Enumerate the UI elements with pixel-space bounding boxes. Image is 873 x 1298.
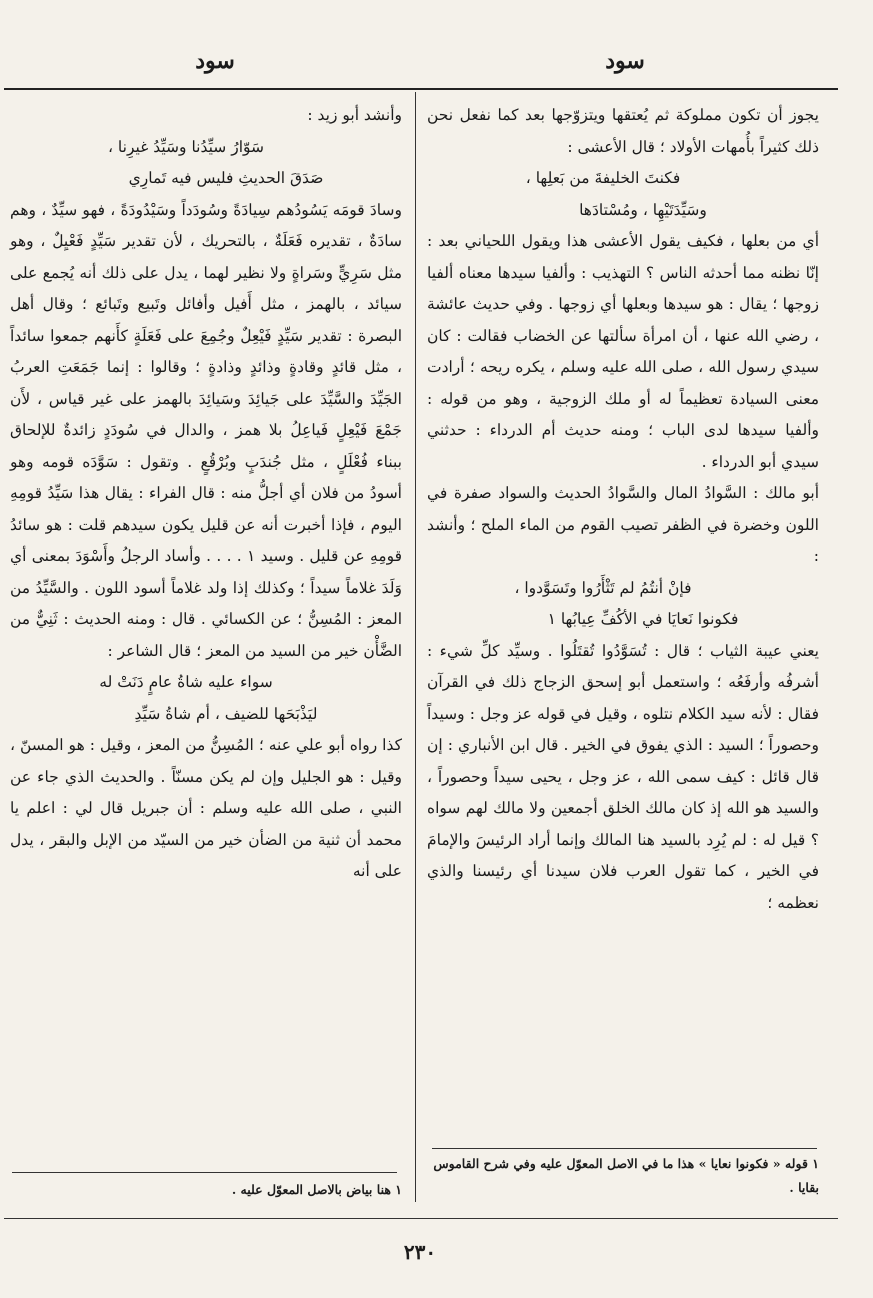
footnote-left: ١ هنا بياض بالاصل المعوّل عليه .: [231, 1182, 402, 1197]
right-verse-2-line-2: فكونوا نَعايَا في الأكُفِّ عِيابُها ١: [547, 610, 739, 628]
left-paragraph-2: كذا رواه أبو علي عنه ؛ المُسِنُّ من المعز ، وقيل : هو المسنّ ، وقيل : هو الجليل وإن لم يكن مسنّاً . والحديث الذي جاء عن النبي ، صلى الله عليه وسلم : أن جبريل قال لي : اعلم يا محمد أن ثنية من الضأن خير من السيّد من الإبل والبقر ، يدل على أنه: [10, 736, 402, 880]
running-header-right: سود: [605, 48, 645, 74]
right-paragraph-3: أبو مالك : السَّوادُ المال والسَّوادُ الحديث والسواد صفرة في اللون وخضرة في الظفر تصيب القوم من الماء الملح ؛ وأنشد :: [427, 484, 819, 565]
right-paragraph-1: يجوز أن تكون مملوكة ثم يُعتقها ويتزوّجها بعد كما نفعل نحن ذلك كثيراً بأُمهات الأولاد ؛ قال الأعشى :: [427, 106, 819, 156]
left-column: [10, 100, 402, 888]
right-column: [427, 100, 819, 919]
right-paragraph-2: أي من بعلها ، فكيف يقول الأعشى هذا ويقول اللحياني بعد : إنّا نظنه مما أحدثه الناس ؟ التهذيب : وألفيا سيدها معناه ألفيا زوجها ؛ يقال : هو سيدها وبعلها أي زوجها . وفي حديث عائشة ، رضي الله عنها ، أن امرأة سألتها عن الخضاب فقالت : كان سيدي رسول الله ، صلى الله عليه وسلم ، يكره ريحه ؛ أرادت معنى السيادة تعظيماً له أو ملك الزوجية ، وهو من قوله : وألفيا سيدها لدى الباب ؛ ومنه حديث أم الدرداء : حدثني سيدي أبو الدرداء .: [427, 232, 819, 471]
running-header-left: سود: [195, 48, 235, 74]
left-verse-1-line-1: سَوّارُ سيِّدُنا وسَيِّدُ غيرِنا ،: [108, 137, 264, 156]
column-divider: [415, 92, 416, 1202]
footnote-right: ١ قوله « فكونوا نعايا » هذا ما في الاصل المعوّل عليه وفي شرح القاموس بقايا .: [433, 1156, 819, 1195]
footer-rule: [4, 1218, 838, 1219]
right-verse-1-line-2: وسَيِّدَتَيْهِا ، ومُسْتادَها: [579, 200, 707, 219]
right-verse-2-line-1: فإنْ أنتُمُ لم تَثْأَرُوا وتَسَوَّدوا ،: [514, 578, 692, 597]
left-paragraph-1: وسادَ قومَه يَسُودُهم سِيادَةً وسُودَداً وسَيْدُودَةً ، فهو سيِّدٌ ، وهم سادَةٌ ، تقديره فَعَلَةٌ ، بالتحريك ، لأن تقدير سَيِّدٍ فَعْيِلٌ ، وهو مثل سَرِيٍّ وسَراةٍ ولا نظير لهما ، يدل على ذلك أنه يُجمع على سيائد ، بالهمز ، مثل أَفيل وأفائل وتَبيع وتَبائع ؛ وقال أهل البصرة : تقدير سَيِّدٍ فَيْعِلٌ وجُمِعَ على فَعَلَةٍ كأَنهم جمعوا سائداً ، مثل قائدٍ وقادةٍ وذائدٍ وذادةٍ ؛ وقالوا : إنما جَمَعَتِ العربُ الجَيِّدَ والسَّيِّدَ على جَيائِدَ وسَيائِدَ بالهمز على غير قياس ، لأَن جَمْعَ فَيْعِلٍ فَياعِلُ بلا همز ، والدال في سُودَدٍ زائدةٌ للإلحاق ببناء فُعْلَلٍ ، مثل جُندَبٍ وبُرْقُعٍ . وتقول : سَوَّدَه قومه وهو أسودُ من فلان أي أجلُّ منه : قال الفراء : يقال هذا سَيِّدُ قومِهِ اليوم ، فإذا أخبرت أنه عن قليل يكون سيدهم قلت : هو سائدُ قومِهِ عن قليل . وسيد ١ . . . . وأساد الرجلُ وأَسْوَدَ بمعنى أي وَلَدَ غلاماً سيداً ؛ وكذلك إذا ولد غلاماً أسود اللون . والسَّيِّدُ من المعز : المُسِنُّ ؛ عن الكسائي . قال : ومنه الحديث : ثَنِيٌّ من الضَّأْن خير من السيد من المعز ؛ قال الشاعر :: [10, 200, 402, 660]
left-verse-2-line-2: ليَذْبَحَها للضيف ، أم شاةُ سَيِّدِ: [134, 704, 318, 723]
footnote-rule-right: [432, 1148, 817, 1149]
left-verse-2-line-1: سواء عليه شاةُ عامٍ دَنَتْ له: [99, 673, 273, 691]
footnote-rule-left: [12, 1172, 397, 1173]
right-verse-1-line-1: فكنتَ الخليفةَ من بَعلِها ،: [525, 169, 681, 187]
left-intro: وأنشد أبو زيد :: [307, 106, 402, 124]
left-verse-1-line-2: صَدَقَ الحديثِ فليس فيه تَمارِي: [128, 169, 324, 187]
page-number: ٢٣٠: [403, 1240, 437, 1264]
header-rule: [4, 88, 838, 90]
right-paragraph-4: يعني عيبة الثياب ؛ قال : تُسَوَّدُوا تُقتَلُوا . وسيِّد كلِّ شيء : أشرفُه وأرفَعُه ؛ واستعمل أبو إسحق الزجاج ذلك في القرآن فقال : لأنه سيد الكلام نتلوه ، وقيل في قوله عز وجل : وسيداً وحصوراً ؛ السيد : الذي يفوق في الخير . قال ابن الأنباري : إن قال قائل : كيف سمى الله ، عز وجل ، يحيى سيداً وحصوراً ، والسيد هو الله إذ كان مالك الخلق أجمعين ولا مالك لهم سواه ؟ قيل له : لم يُرِد بالسيد هنا المالك وإنما أراد الرئيسَ والإمامَ في الخير ، كما تقول العرب فلان سيدنا أي رئيسنا والذي نعظمه ؛: [427, 641, 819, 912]
